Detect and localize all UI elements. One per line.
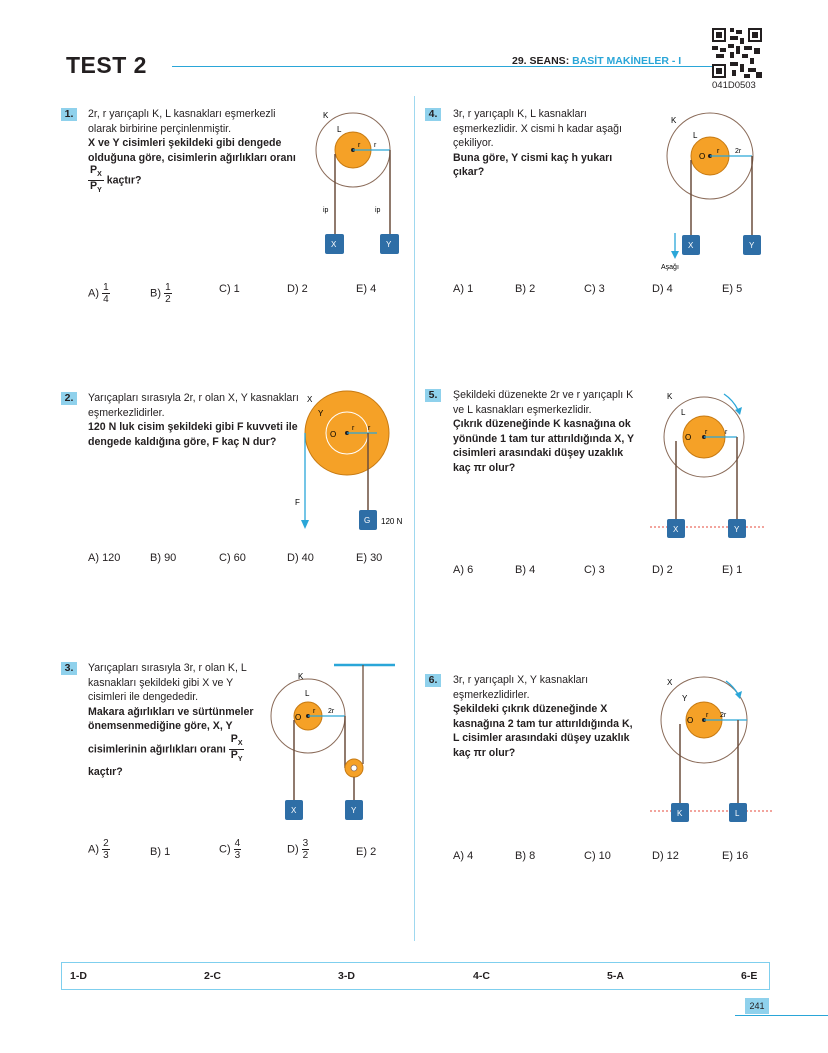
qr-code-icon[interactable] bbox=[712, 28, 762, 78]
session-title bbox=[512, 55, 681, 67]
radius-label: r bbox=[352, 425, 355, 432]
option-e[interactable]: E) 16 bbox=[722, 850, 749, 862]
center-label: O bbox=[295, 713, 302, 722]
option-b[interactable]: B) 90 bbox=[150, 552, 177, 564]
option-c[interactable]: C) 60 bbox=[219, 552, 246, 564]
question-text-bold: X ve Y cisimleri şekildeki gibi dengede olduğuna göre, cisimlerin ağırlıkları oranı bbox=[88, 137, 296, 164]
center-label: O bbox=[685, 433, 692, 442]
option-d[interactable]: D) 2 bbox=[287, 283, 308, 295]
question-number: 2. bbox=[61, 392, 77, 405]
option-d[interactable]: D) 40 bbox=[287, 552, 314, 564]
pulley-label: L bbox=[681, 408, 686, 417]
question-text-bold: Buna göre, Y cismi kaç h yukarı çıkar? bbox=[453, 151, 613, 179]
pulley-figure-1 bbox=[305, 108, 405, 258]
option-e[interactable]: E) 2 bbox=[356, 846, 377, 858]
option-d[interactable]: D) 2 bbox=[652, 564, 673, 576]
option-b[interactable]: B) $\frac{1}{2}$ bbox=[150, 282, 171, 305]
mass-label: X bbox=[331, 240, 337, 249]
question-2-text bbox=[88, 391, 306, 449]
question-number: 6. bbox=[425, 674, 441, 687]
question-number: 1. bbox=[61, 108, 77, 121]
center-label: O bbox=[687, 716, 694, 725]
option-c[interactable]: C) $\frac{4}{3}$ bbox=[219, 838, 241, 861]
pulley-figure-5 bbox=[650, 386, 770, 543]
qr-code-label: 041D0503 bbox=[712, 80, 756, 91]
mass-label: L bbox=[735, 809, 740, 818]
question-6-text bbox=[453, 673, 637, 761]
pulley-label: Y bbox=[318, 409, 324, 418]
answer-key-item: 4-C bbox=[473, 970, 490, 982]
option-b[interactable]: B) 1 bbox=[150, 846, 171, 858]
pulley-figure-3 bbox=[268, 660, 398, 822]
center-label: O bbox=[330, 430, 337, 439]
option-e[interactable]: E) 30 bbox=[356, 552, 383, 564]
question-text-bold: 120 N luk cisim şekildeki gibi F kuvveti ile dengede kaldığına göre, F kaç N dur? bbox=[88, 421, 298, 448]
option-b[interactable]: B) 8 bbox=[515, 850, 536, 862]
pulley-figure-6 bbox=[650, 672, 775, 827]
mass-label: Y bbox=[734, 525, 740, 534]
mass-label: Y bbox=[749, 241, 755, 250]
option-c[interactable]: C) 10 bbox=[584, 850, 611, 862]
radius-label: r bbox=[313, 708, 316, 715]
radius-label: r bbox=[717, 148, 720, 155]
pulley-label: X bbox=[667, 678, 673, 687]
pulley-label: K bbox=[323, 111, 329, 120]
pulley-figure-4 bbox=[655, 108, 775, 273]
question-text-plain: 3r, r yarıçaplı X, Y kasnakları eşmerkezlidirler. bbox=[453, 674, 589, 701]
option-a[interactable]: A) $\frac{1}{4}$ bbox=[88, 282, 109, 305]
question-5-text bbox=[453, 388, 643, 476]
pulley-label: K bbox=[667, 392, 673, 401]
page-number-underline bbox=[735, 1015, 828, 1016]
mass-label: X bbox=[688, 241, 694, 250]
question-1-text bbox=[88, 107, 306, 197]
question-text-bold: Şekildeki çıkrık düzeneğinde X kasnağına 2 tam tur attırıldığında K, L cisimler arasındaki düşey uzaklık kaç πr olur? bbox=[453, 703, 633, 759]
page-number: 241 bbox=[745, 998, 769, 1014]
pulley-figure-2 bbox=[292, 388, 412, 533]
force-label: F bbox=[295, 498, 300, 507]
option-e[interactable]: E) 1 bbox=[722, 564, 743, 576]
option-a[interactable]: A) 1 bbox=[453, 283, 474, 295]
pulley-label: X bbox=[307, 395, 313, 404]
answer-key bbox=[61, 962, 770, 990]
mass-label: G bbox=[364, 516, 371, 525]
pulley-label: Y bbox=[682, 694, 688, 703]
session-subject: BASİT MAKİNELER - I bbox=[572, 55, 682, 67]
option-c[interactable]: C) 3 bbox=[584, 283, 605, 295]
weight-label: 120 N bbox=[381, 517, 403, 526]
rope-label: ip bbox=[323, 207, 329, 214]
question-text-bold: Çıkrık düzeneğinde K kasnağına ok yönünde 1 tam tur attırıldığında X, Y cisimleri arasındaki düşey uzaklık kaç πr olur? bbox=[453, 418, 634, 474]
radius-label: r bbox=[706, 712, 709, 719]
option-a[interactable]: A) 120 bbox=[88, 552, 121, 564]
option-e[interactable]: E) 5 bbox=[722, 283, 743, 295]
option-d[interactable]: D) $\frac{3}{2}$ bbox=[287, 838, 309, 861]
pulley-label: K bbox=[671, 116, 677, 125]
question-text-bold: Makara ağırlıkları ve sürtünmeler önemsenmediğine göre, X, Y cisimlerinin ağırlıkları oranı bbox=[88, 705, 254, 756]
mass-label: Y bbox=[386, 240, 392, 249]
question-number: 3. bbox=[61, 662, 77, 675]
mass-label: X bbox=[291, 806, 297, 815]
radius-label: 2r bbox=[720, 712, 727, 719]
answer-key-item: 1-D bbox=[70, 970, 87, 982]
option-b[interactable]: B) 2 bbox=[515, 283, 536, 295]
radius-label: r bbox=[368, 425, 371, 432]
session-prefix: 29. SEANS: bbox=[512, 55, 573, 67]
answer-key-item: 3-D bbox=[338, 970, 355, 982]
radius-label: r bbox=[725, 429, 728, 436]
option-e[interactable]: E) 4 bbox=[356, 283, 377, 295]
radius-label: r bbox=[374, 142, 377, 149]
mass-label: Y bbox=[351, 806, 357, 815]
rope-label: ip bbox=[375, 207, 381, 214]
option-d[interactable]: D) 12 bbox=[652, 850, 679, 862]
option-a[interactable]: A) $\frac{2}{3}$ bbox=[88, 838, 109, 861]
question-text-plain: Yarıçapları sırasıyla 2r, r olan X, Y kasnakları eşmerkezlidirler. bbox=[88, 392, 299, 419]
radius-label: r bbox=[705, 429, 708, 436]
direction-label: Aşağı bbox=[661, 264, 679, 271]
radius-label: 2r bbox=[735, 148, 742, 155]
question-number: 5. bbox=[425, 389, 441, 402]
radius-label: r bbox=[358, 142, 361, 149]
question-text-plain: Yarıçapları sırasıyla 3r, r olan K, L kasnakları şekildeki gibi X ve Y cisimleri ile dengededir. bbox=[88, 662, 247, 704]
ratio-fraction: $\frac{P_X}{P_Y}$ bbox=[230, 732, 243, 764]
pulley-label: L bbox=[305, 689, 310, 698]
test-title: TEST 2 bbox=[66, 52, 147, 78]
center-label: O bbox=[699, 152, 706, 161]
pulley-label: K bbox=[298, 672, 304, 681]
answer-key-item: 2-C bbox=[204, 970, 221, 982]
radius-label: 2r bbox=[328, 708, 335, 715]
pulley-label: L bbox=[693, 131, 698, 140]
column-divider bbox=[414, 96, 415, 941]
mass-label: X bbox=[673, 525, 679, 534]
question-text-plain: 2r, r yarıçaplı K, L kasnakları eşmerkezli olarak birbirine perçinlenmiştir. bbox=[88, 108, 276, 135]
question-4-text bbox=[453, 107, 641, 180]
option-a[interactable]: A) 6 bbox=[453, 564, 474, 576]
option-d[interactable]: D) 4 bbox=[652, 283, 673, 295]
option-c[interactable]: C) 3 bbox=[584, 564, 605, 576]
question-text-plain: Şekildeki düzenekte 2r ve r yarıçaplı K ve L kasnakları eşmerkezlidir. bbox=[453, 389, 634, 416]
question-text-tail: kaçtır? bbox=[106, 174, 142, 187]
option-a[interactable]: A) 4 bbox=[453, 850, 474, 862]
question-text-plain: 3r, r yarıçaplı K, L kasnakları eşmerkezlidir. X cismi h kadar aşağı çekiliyor. bbox=[453, 108, 622, 150]
option-b[interactable]: B) 4 bbox=[515, 564, 536, 576]
pulley-label: L bbox=[337, 125, 342, 134]
question-number: 4. bbox=[425, 108, 441, 121]
option-c[interactable]: C) 1 bbox=[219, 283, 240, 295]
answer-key-item: 6-E bbox=[741, 970, 758, 982]
question-text-tail: kaçtır? bbox=[88, 766, 123, 779]
mass-label: K bbox=[677, 809, 683, 818]
question-3-text bbox=[88, 661, 263, 780]
answer-key-item: 5-A bbox=[607, 970, 624, 982]
ratio-fraction: $\frac{P_X}{P_Y}$ bbox=[90, 164, 102, 195]
